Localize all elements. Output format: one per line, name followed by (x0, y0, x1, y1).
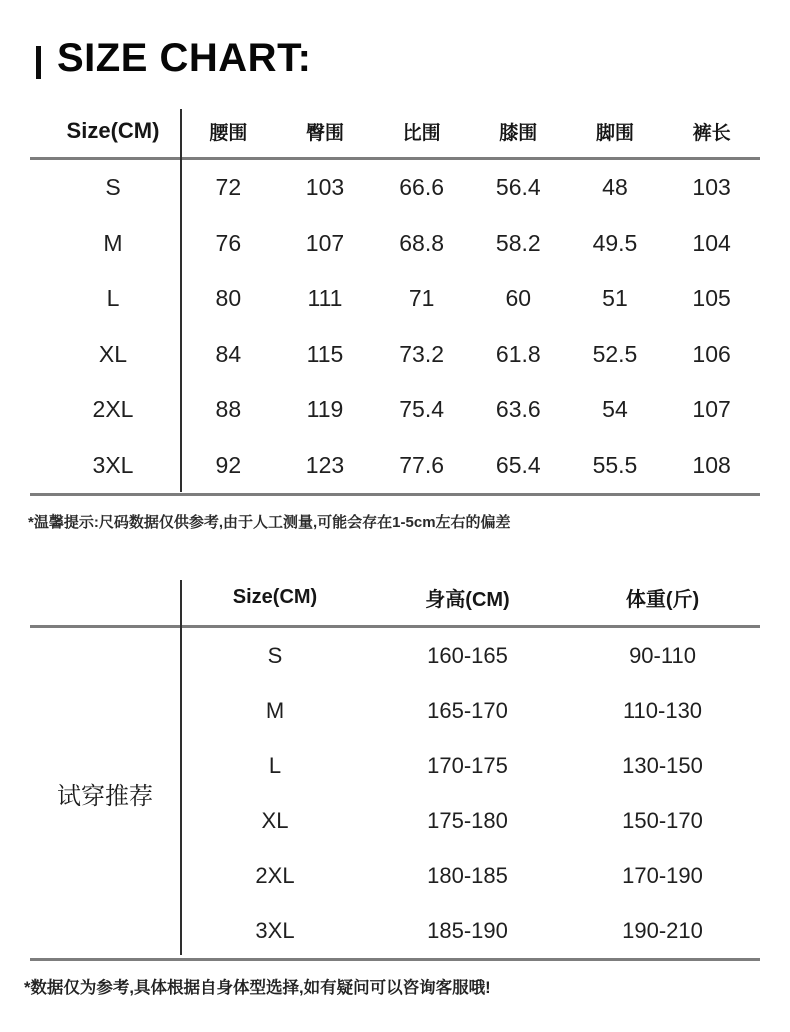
size-table (30, 105, 760, 496)
size-table-value-cell: 71 (408, 285, 435, 312)
size-table-value-cell: 51 (602, 285, 628, 312)
fit-table-size-cell: L (268, 752, 282, 778)
size-table-size-cell: M (103, 229, 123, 256)
size-table-value-cell: 68.8 (399, 229, 445, 256)
size-table-header-hip: 臀围 (305, 122, 344, 144)
size-table-row (30, 160, 760, 216)
size-table-value-cell: 115 (306, 340, 344, 367)
fit-table-size-cell: S (267, 642, 283, 668)
fit-table-height-cell: 175-180 (427, 807, 508, 833)
fit-table-weight-cell: 110-130 (622, 697, 703, 723)
size-table-header (30, 105, 760, 160)
size-table-value-cell: 107 (692, 396, 731, 423)
fit-table-weight-cell: 130-150 (622, 752, 703, 778)
size-table-value-cell: 63.6 (495, 396, 541, 423)
size-table-value-cell: 61.8 (495, 340, 541, 367)
size-table-value-cell: 48 (602, 174, 628, 201)
size-table-value-cell: 111 (307, 285, 343, 312)
size-table-value-cell: 73.2 (399, 340, 445, 367)
size-table-rows (30, 160, 760, 496)
size-table-note: *温馨提示:尺码数据仅供参考,由于人工测量,可能会存在1-5cm左右的偏差 (28, 514, 511, 531)
size-table-header-thigh: 比围 (402, 122, 441, 144)
size-table-row (30, 216, 760, 272)
size-table-value-cell: 119 (306, 396, 344, 423)
size-table-value-cell: 88 (215, 396, 242, 423)
fit-table-header-height: 身高(CM) (425, 589, 510, 611)
fit-table-size-cell: 3XL (255, 917, 295, 943)
size-table-header-leg-opening: 脚围 (595, 122, 634, 144)
size-table-value-cell: 65.4 (495, 451, 541, 478)
title-accent-bar (36, 46, 41, 79)
fit-table-size-cell: 2XL (255, 862, 295, 888)
size-table-vertical-divider (180, 109, 182, 492)
fit-table-height-cell: 180-185 (427, 862, 508, 888)
fit-table-header-weight: 体重(斤) (625, 589, 700, 611)
size-table-row (30, 271, 760, 327)
size-table-size-cell: S (105, 174, 121, 201)
fit-table-vertical-divider (180, 580, 182, 955)
size-table-header-pant-length: 裤长 (692, 122, 731, 144)
fit-table-header (30, 570, 760, 628)
size-table-value-cell: 105 (692, 285, 731, 312)
size-table-size-cell: 3XL (92, 451, 134, 478)
size-table-value-cell: 80 (215, 285, 242, 312)
size-table-value-cell: 58.2 (495, 229, 541, 256)
fit-table (30, 570, 760, 961)
fit-table-weight-cell: 90-110 (629, 642, 696, 668)
fit-table-group-label: 试穿推荐 (57, 782, 153, 810)
fit-table-note: *数据仅为参考,具体根据自身体型选择,如有疑问可以咨询客服哦! (24, 979, 491, 997)
size-table-value-cell: 123 (305, 451, 345, 478)
size-table-value-cell: 66.6 (399, 174, 445, 201)
size-table-header-waist: 腰围 (209, 122, 248, 144)
size-table-row (30, 438, 760, 494)
fit-table-height-cell: 170-175 (427, 752, 508, 778)
size-table-value-cell: 55.5 (592, 451, 638, 478)
fit-table-height-cell: 160-165 (427, 642, 508, 668)
fit-table-size-cell: M (265, 697, 285, 723)
size-table-value-cell: 84 (215, 340, 242, 367)
size-table-size-cell: XL (98, 340, 128, 367)
fit-table-weight-cell: 150-170 (622, 807, 703, 833)
fit-table-height-cell: 185-190 (427, 917, 508, 943)
size-table-value-cell: 106 (692, 340, 731, 367)
size-table-row (30, 327, 760, 383)
size-table-value-cell: 108 (692, 451, 731, 478)
size-table-row (30, 382, 760, 438)
size-table-value-cell: 107 (305, 229, 345, 256)
size-table-value-cell: 60 (505, 285, 532, 312)
size-table-value-cell: 77.6 (399, 451, 445, 478)
size-table-value-cell: 103 (692, 174, 731, 201)
fit-table-weight-cell: 170-190 (622, 862, 703, 888)
fit-table-size-cell: XL (261, 807, 289, 833)
size-table-header-size: Size(CM) (66, 118, 160, 143)
size-table-value-cell: 54 (602, 396, 628, 423)
fit-table-weight-cell: 190-210 (622, 917, 703, 943)
fit-table-rows (30, 628, 760, 961)
page-title: SIZE CHART: (57, 36, 312, 80)
size-table-size-cell: 2XL (92, 396, 134, 423)
size-table-value-cell: 104 (692, 229, 731, 256)
size-table-value-cell: 52.5 (592, 340, 638, 367)
fit-table-height-cell: 165-170 (427, 697, 508, 723)
fit-table-header-size: Size(CM) (232, 586, 318, 608)
size-table-value-cell: 56.4 (495, 174, 541, 201)
size-table-value-cell: 49.5 (592, 229, 638, 256)
size-table-size-cell: L (106, 285, 120, 312)
size-table-value-cell: 76 (215, 229, 242, 256)
size-table-value-cell: 92 (215, 451, 242, 478)
size-table-header-knee: 膝围 (499, 122, 538, 144)
size-table-value-cell: 103 (305, 174, 345, 201)
size-table-value-cell: 75.4 (399, 396, 445, 423)
size-table-value-cell: 72 (215, 174, 242, 201)
